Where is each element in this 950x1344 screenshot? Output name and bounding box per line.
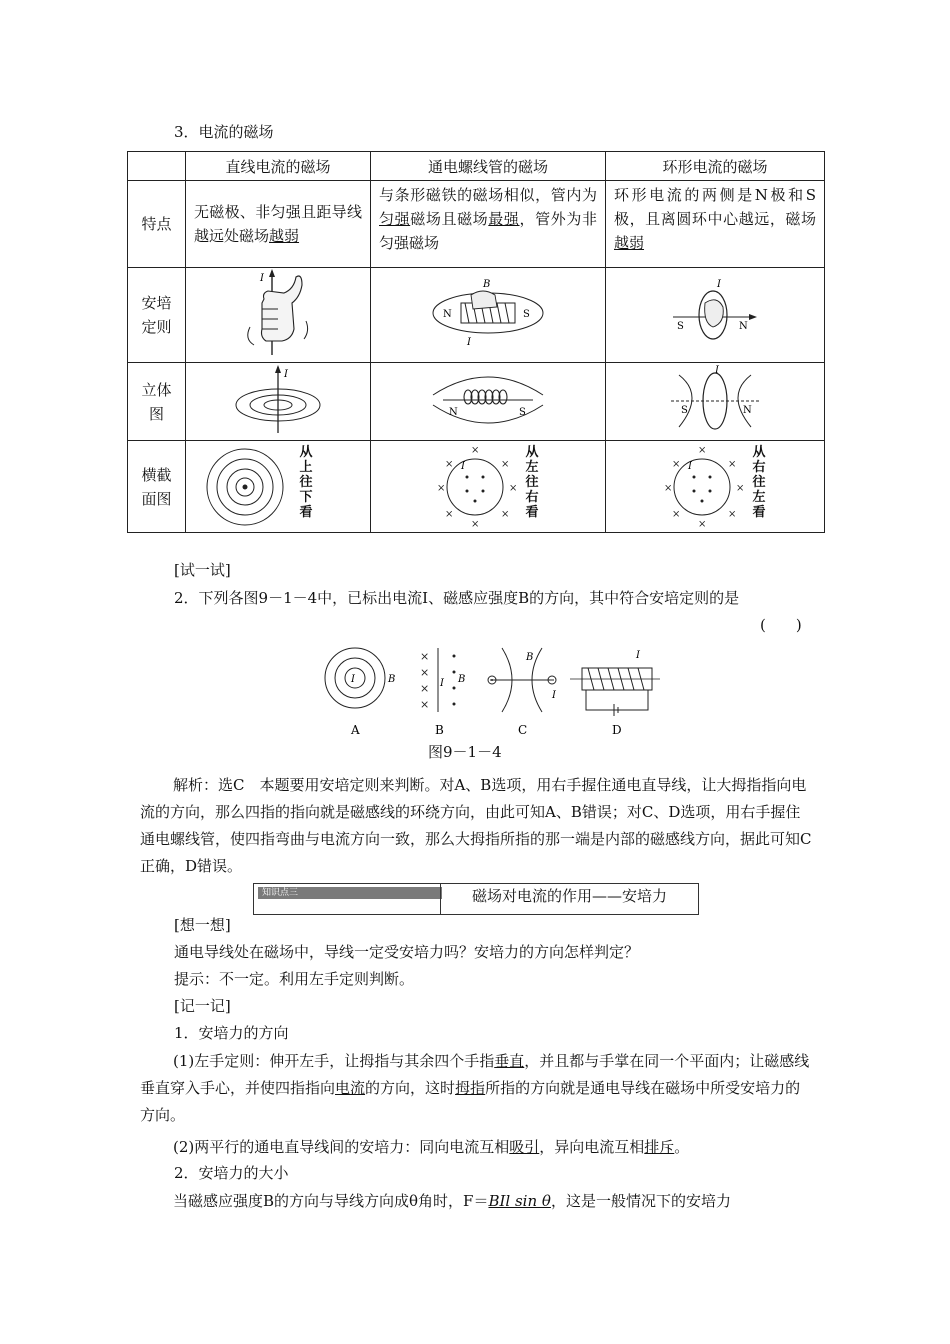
table-header-row [128, 152, 825, 181]
banner-title: 磁场对电流的作用——安培力 [471, 887, 667, 905]
table-row-stereo [128, 363, 825, 441]
label-I: I [260, 273, 264, 284]
svg-text:×: × [501, 508, 510, 520]
svg-text:I: I [552, 690, 556, 701]
col-header-loop: 环形电流的磁场 [606, 152, 825, 181]
stereo-solenoid-figure [371, 363, 606, 441]
ampere-loop-figure [606, 268, 825, 363]
feature-solenoid: 与条形磁铁的磁场相似，管内为匀强磁场且磁场最强，管外为非匀强磁场 [371, 181, 606, 268]
svg-text:I: I [351, 674, 355, 685]
label-I: I [717, 279, 721, 290]
table-row-features [128, 181, 825, 268]
table-row-ampere [128, 268, 825, 363]
left-hand-rule-paragraph: (1)左手定则：伸开左手，让拇指与其余四个手指垂直，并且都与手掌在同一个平面内；让磁感线垂直穿入手心，并使四指指向电流的方向，这时拇指所指的方向就是通电导线在磁场中所受安培力的方向。 [140, 1052, 810, 1124]
row-label-features: 特点 [128, 181, 186, 268]
svg-text:B: B [458, 674, 466, 685]
svg-text:×: × [420, 666, 430, 679]
knowledge-point-banner [253, 883, 699, 915]
svg-text:×: × [736, 482, 745, 494]
svg-text:×: × [420, 682, 430, 695]
svg-text:×: × [471, 444, 480, 456]
label-N: N [739, 321, 748, 332]
think-question: 通电导线处在磁场中，导线一定受安培力吗？安培力的方向怎样判定？ [174, 943, 640, 961]
svg-text:×: × [664, 482, 673, 494]
option-d-label: D [612, 723, 622, 737]
corner-cell [128, 152, 186, 181]
label-N: N [443, 309, 452, 320]
option-c-label: C [518, 723, 528, 737]
label-S: S [677, 321, 684, 332]
option-a-diagram [325, 648, 395, 708]
item2-title: 2．安培力的大小 [174, 1164, 289, 1182]
loop-3d-field [665, 365, 765, 435]
cross-straight-figure [186, 441, 371, 533]
ampere-solenoid-figure [371, 268, 606, 363]
svg-text:I: I [636, 650, 640, 661]
solenoid-3d-field [423, 365, 553, 435]
solenoid-cross-section [433, 445, 523, 529]
view-direction-top: 从上往下看 [299, 444, 313, 520]
parallel-wires-paragraph: (2)两平行的通电直导线间的安培力：同向电流互相吸引，异向电流互相排斥。 [173, 1138, 690, 1156]
svg-text:×: × [445, 458, 454, 470]
row-label-ampere: 安培 定则 [128, 268, 186, 363]
label-I: I [467, 337, 471, 348]
try-header: [试一试] [174, 561, 231, 579]
col-header-solenoid: 通电螺线管的磁场 [371, 152, 606, 181]
loop-cross-section [660, 445, 750, 529]
knowledge-point-tag: 知识点三 [258, 887, 442, 899]
option-d-diagram [570, 650, 660, 716]
view-direction-right: 从右往左看 [752, 444, 766, 520]
svg-text:×: × [728, 508, 737, 520]
label-N: N [743, 404, 752, 416]
svg-text:×: × [698, 518, 707, 529]
figure-9-1-4 [320, 646, 660, 738]
label-S: S [519, 406, 526, 418]
feature-straight: 无磁极、非匀强且距导线越远处磁场越弱 [186, 181, 371, 268]
item1-title: 1．安培力的方向 [174, 1024, 289, 1042]
svg-text:B: B [526, 652, 534, 663]
answer-paren: ( ) [760, 616, 802, 634]
label-I: I [715, 364, 719, 376]
think-hint: 提示：不一定。利用左手定则判断。 [174, 970, 415, 988]
option-c-diagram [488, 648, 557, 712]
cross-loop-figure [606, 441, 825, 533]
row-label-cross: 横截 面图 [128, 441, 186, 533]
remember-header: [记一记] [174, 997, 231, 1015]
svg-text:×: × [501, 458, 510, 470]
svg-text:×: × [437, 482, 446, 494]
label-I: I [461, 460, 465, 472]
figure-caption: 图9－1－4 [428, 743, 502, 761]
right-hand-loop-diagram [665, 273, 765, 353]
svg-text:×: × [672, 458, 681, 470]
ampere-straight-figure [186, 268, 371, 363]
straight-wire-3d-field [228, 365, 328, 435]
think-header: [想一想] [174, 916, 231, 934]
table-row-cross-section [128, 441, 825, 533]
label-N: N [449, 406, 458, 418]
label-I: I [688, 460, 692, 472]
col-header-straight: 直线电流的磁场 [186, 152, 371, 181]
try-question: 2．下列各图9－1－4中，已标出电流I、磁感应强度B的方向，其中符合安培定则的是 [174, 589, 740, 607]
cross-solenoid-figure [371, 441, 606, 533]
svg-text:×: × [509, 482, 518, 494]
svg-text:×: × [445, 508, 454, 520]
answer-explanation: 解析：选C 本题要用安培定则来判断。对A、B选项，用右手握住通电直导线，让大拇指指向电流的方向，那么四指的指向就是磁感线的环绕方向，由此可知A、B错误；对C、D选项，用右手握住通电螺线管，使四指弯曲与电流方向一致，那么大拇指所指的那一端是内部的磁感线方向，据此可知C正确，D错误。 [140, 776, 812, 875]
option-b-label: B [435, 723, 444, 737]
force-magnitude-paragraph: 当磁感应强度B的方向与导线方向成θ角时，F＝BIl sin θ，这是一般情况下的安培力 [173, 1192, 731, 1210]
row-label-stereo: 立体 图 [128, 363, 186, 441]
svg-text:×: × [698, 444, 707, 456]
section-title: 3．电流的磁场 [174, 123, 274, 141]
svg-text:×: × [471, 518, 480, 529]
svg-text:×: × [728, 458, 737, 470]
svg-text:×: × [420, 698, 430, 711]
magnetic-field-table [127, 151, 825, 533]
svg-text:×: × [420, 650, 430, 663]
label-S: S [681, 404, 688, 416]
label-B: B [483, 279, 491, 290]
label-S: S [523, 309, 530, 320]
view-direction-left: 从左往右看 [525, 444, 539, 520]
svg-text:I: I [440, 678, 444, 689]
feature-loop: 环形电流的两侧是N极和S极，且离圆环中心越远，磁场越弱 [606, 181, 825, 268]
right-hand-solenoid-diagram [423, 273, 553, 353]
option-b-diagram [420, 648, 465, 712]
svg-text:B: B [388, 674, 396, 685]
stereo-straight-figure [186, 363, 371, 441]
svg-text:×: × [672, 508, 681, 520]
stereo-loop-figure [606, 363, 825, 441]
label-I: I [284, 368, 288, 380]
option-a-label: A [351, 723, 360, 737]
right-hand-grip-wire-diagram [238, 269, 318, 357]
